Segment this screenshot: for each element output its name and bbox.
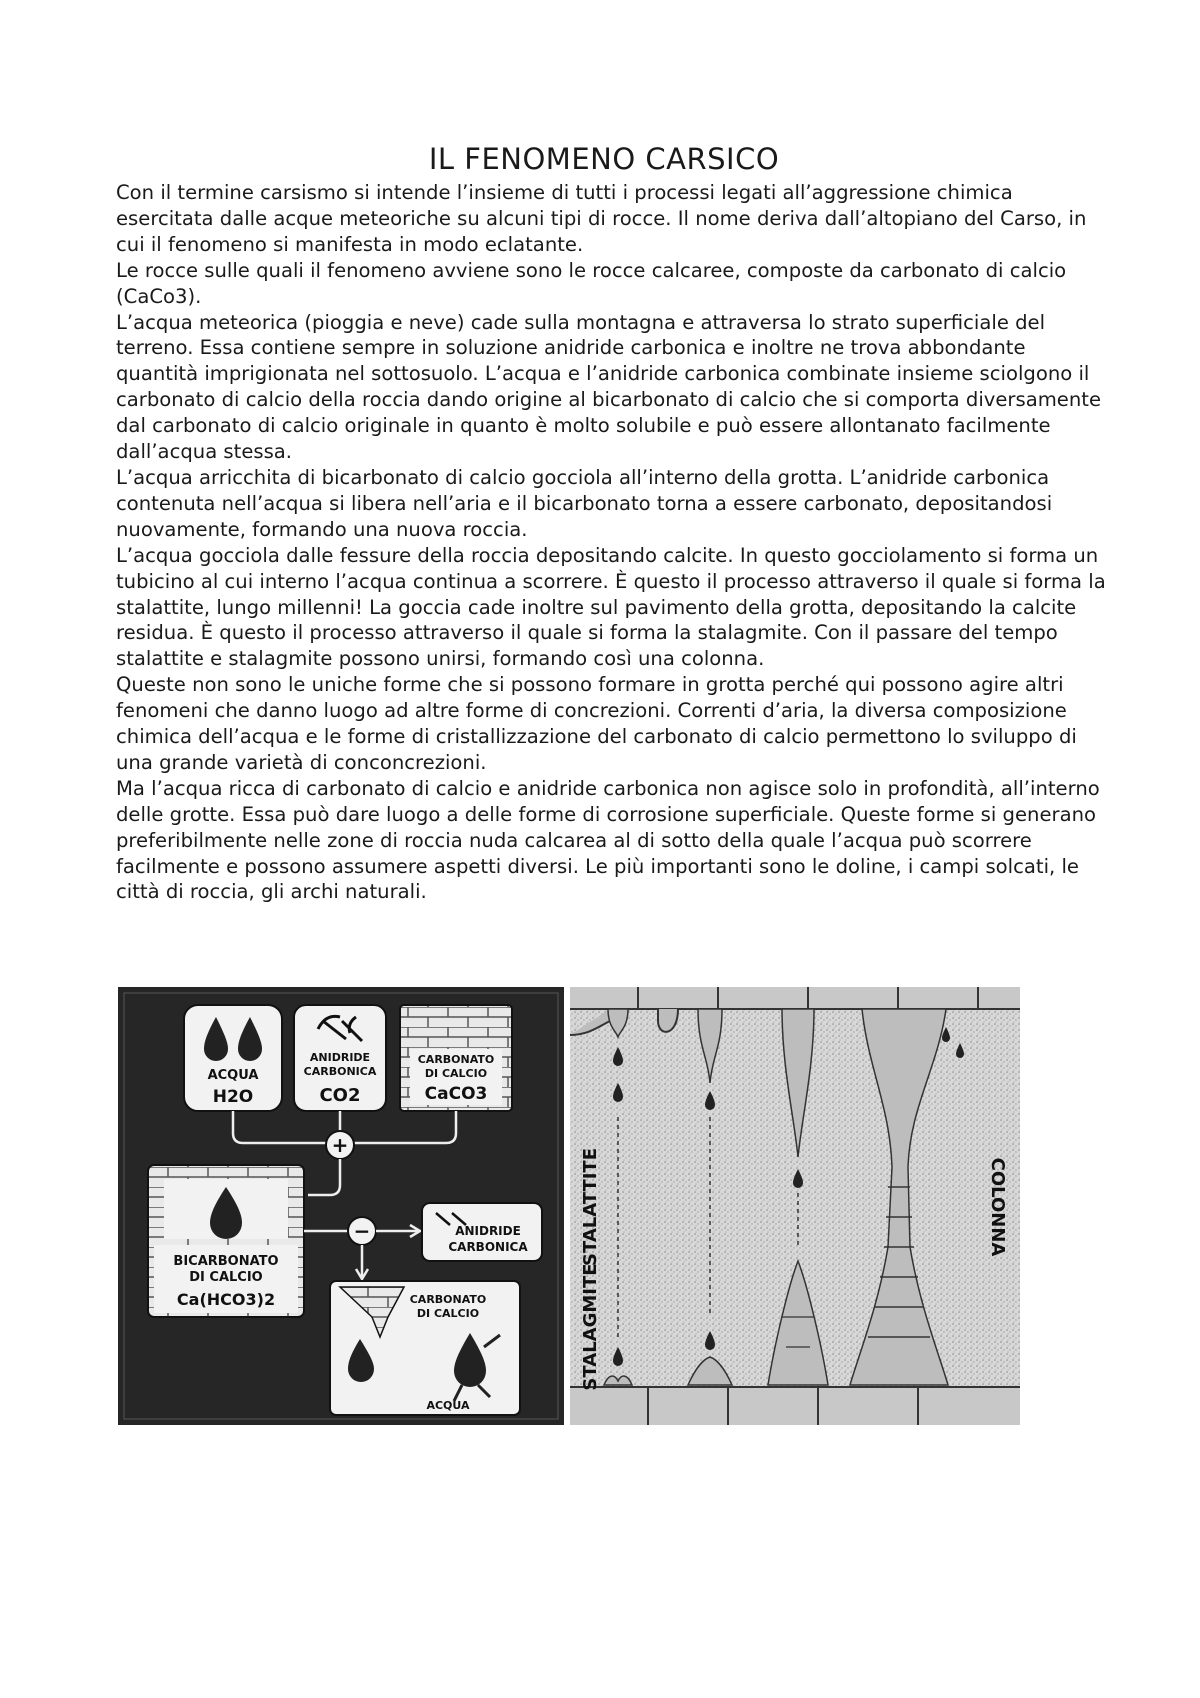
paragraph-rocks: Le rocce sulle quali il fenomeno avviene sono le rocce calcaree, composte da carbonato di calcio (CaCo3). bbox=[116, 258, 1067, 308]
co2-out-label-2: CARBONICA bbox=[448, 1240, 528, 1254]
water-formula: H2O bbox=[212, 1087, 254, 1107]
chemistry-panel bbox=[118, 987, 564, 1425]
caco3-label-2: DI CALCIO bbox=[424, 1067, 488, 1080]
bicarb-label-1: BICARBONATO bbox=[173, 1254, 279, 1269]
co2-label-1: ANIDRIDE bbox=[309, 1051, 371, 1064]
water-label: ACQUA bbox=[207, 1068, 259, 1083]
page-title: IL FENOMENO CARSICO bbox=[428, 142, 780, 176]
bicarb-formula: Ca(HCO3)2 bbox=[176, 1290, 276, 1309]
paragraph-cave-drip: L’acqua arricchita di bicarbonato di calcio gocciola all’interno della grotta. L’anidride carbonica contenuta nell’acqua si libera nell’aria e il bicarbonato torna a essere carbonato, depositandosi nuovamente, formando una nuova roccia. bbox=[116, 465, 1053, 541]
karst-illustration bbox=[118, 987, 1020, 1425]
caco3-label-1: CARBONATO bbox=[417, 1053, 495, 1066]
stalagmite-label: STALAGMITE bbox=[580, 1263, 601, 1391]
caco3-box bbox=[400, 1005, 512, 1111]
co2-out-box bbox=[422, 1203, 542, 1261]
bicarbonate-box bbox=[148, 1165, 304, 1317]
carbonate-out-box bbox=[330, 1281, 520, 1415]
minus-sign: − bbox=[353, 1219, 371, 1243]
paragraph-surface: Ma l’acqua ricca di carbonato di calcio e anidride carbonica non agisce solo in profondità, all’interno delle grotte. Essa può dare luogo a delle forme di corrosione superficiale. Queste forme si generano preferibilmente nelle zone di roccia nuda calcarea al di sotto della quale l’acqua può scorrere facilmente e possono assumere aspetti diversi. Le più importanti sono le doline, i campi solcati, le città di roccia, gli archi naturali. bbox=[116, 776, 1100, 904]
body-text bbox=[116, 180, 1106, 905]
colonna-label: COLONNA bbox=[987, 1157, 1008, 1257]
water-box bbox=[184, 1005, 282, 1111]
co2-label-2: CARBONICA bbox=[303, 1065, 377, 1078]
caco3-formula: CaCO3 bbox=[424, 1084, 488, 1104]
co2-box bbox=[294, 1005, 386, 1111]
carb-out-label-1: CARBONATO bbox=[409, 1293, 487, 1306]
paragraph-concretions: Queste non sono le uniche forme che si possono formare in grotta perché qui possono agire altri fenomeni che danno luogo ad altre forme di concrezioni. Correnti d’aria, la diversa composizione chimica dell’acqua e le forme di cristallizzazione del carbonato di calcio permettono lo sviluppo di una grande varietà di conconcrezioni. bbox=[116, 673, 1077, 774]
paragraph-rain: L’acqua meteorica (pioggia e neve) cade sulla montagna e attraversa lo strato superficiale del terreno. Essa contiene sempre in soluzione anidride carbonica e inoltre ne trova abbondante quantità imprigionata nel sottosuolo. L’acqua e l’anidride carbonica combinate insieme sciolgono il carbonato di calcio della roccia dando origine al bicarbonato di calcio che si comporta diversamente dal carbonato di calcio originale in quanto è molto solubile e può essere allontanato facilmente dall’acqua stessa. bbox=[116, 310, 1101, 464]
stalattite-label: STALATTITE bbox=[580, 1147, 601, 1267]
carb-out-label-2: DI CALCIO bbox=[416, 1307, 480, 1320]
plus-node bbox=[326, 1131, 354, 1159]
paragraph-stalactite: L’acqua gocciola dalle fessure della roccia depositando calcite. In questo gocciolamento si forma un tubicino al cui interno l’acqua continua a scorrere. È questo il processo attraverso il quale si forma la stalattite, lungo millenni! La goccia cade inoltre sul pavimento della grotta, depositando la calcite residua. È questo il processo attraverso il quale si forma la stalagmite. Con il passare del tempo stalattite e stalagmite possono unirsi, formando così una colonna. bbox=[116, 543, 1106, 671]
co2-formula: CO2 bbox=[319, 1085, 361, 1106]
paragraph-intro: Con il termine carsismo si intende l’insieme di tutti i processi legati all’aggressione chimica esercitata dalle acque meteoriche su alcuni tipi di rocce. Il nome deriva dall’altopiano del Carso, in cui il fenomeno si manifesta in modo eclatante. bbox=[116, 181, 1087, 256]
water-out-label: ACQUA bbox=[426, 1399, 470, 1412]
cave-formations-panel bbox=[570, 987, 1020, 1425]
bicarb-label-2: DI CALCIO bbox=[189, 1270, 263, 1285]
co2-out-label-1: ANIDRIDE bbox=[455, 1224, 521, 1238]
plus-sign: + bbox=[331, 1133, 349, 1157]
minus-node bbox=[348, 1217, 376, 1245]
